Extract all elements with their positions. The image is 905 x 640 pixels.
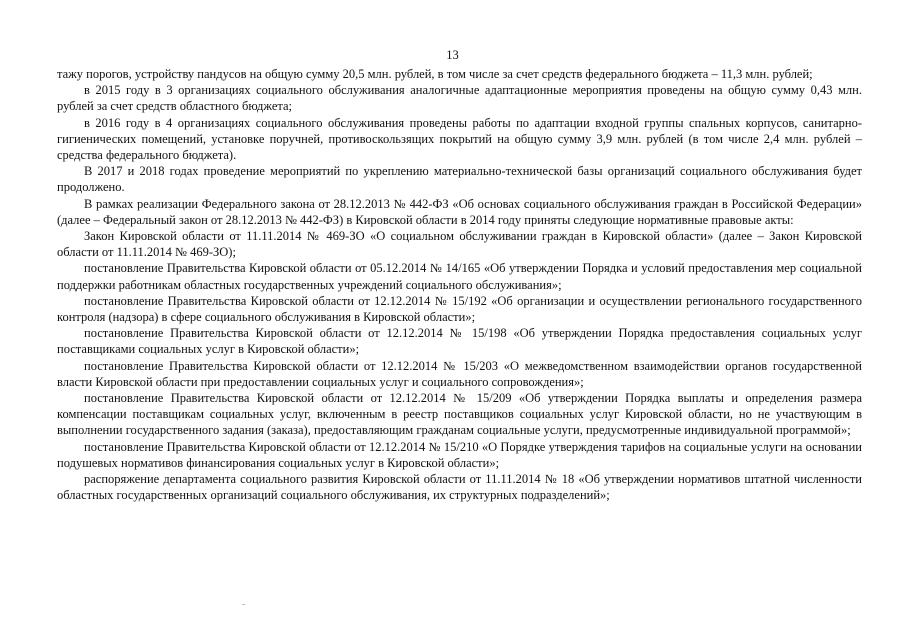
paragraph: В 2017 и 2018 годах проведение мероприятий по укреплению материально-технической базы организаций социального обслуживания будет продолжено. xyxy=(57,164,862,195)
paragraph: В рамках реализации Федерального закона от 28.12.2013 № 442-ФЗ «Об основах социального обслуживания граждан в Российской Федерации» (далее – Федеральный закон от 28.12.2013 № 442-ФЗ) в Кировской области в 2014 году приняты следующие нормативные правовые акты: xyxy=(57,196,862,227)
page-number: 13 xyxy=(446,48,459,62)
paragraph: постановление Правительства Кировской области от 12.12.2014 № 15/198 «Об утверждении Порядка предоставления социальных услуг поставщиками социальных услуг в Кировской области»; xyxy=(57,326,862,357)
paragraph: тажу порогов, устройству пандусов на общую сумму 20,5 млн. рублей, в том числе за счет средств федерального бюджета – 11,3 млн. рублей; xyxy=(57,67,813,81)
paragraph: в 2016 году в 4 организациях социального обслуживания проведены работы по адаптации входной группы спальных корпусов, санитарно-гигиенических помещений, установке поручней, противоскользящих покрытий на общую сумму 3,9 млн. рублей (в том числе 2,4 млн. рублей – средства федерального бюджета). xyxy=(57,115,862,163)
paragraph: распоряжение департамента социального развития Кировской области от 11.11.2014 № 18 «Об утверждении нормативов штатной численности областных государственных организаций социального обслуживания, их структурных подразделений»; xyxy=(57,472,862,503)
document-body xyxy=(57,66,862,503)
paragraph: Закон Кировской области от 11.11.2014 № 469-ЗО «О социальном обслуживании граждан в Кировской области» (далее – Закон Кировской области от 11.11.2014 № 469-ЗО); xyxy=(57,229,862,260)
paragraph: постановление Правительства Кировской области от 12.12.2014 № 15/192 «Об организации и осуществлении регионального государственного контроля (надзора) в сфере социального обслуживания в Кировской области»; xyxy=(57,293,862,325)
paragraph: постановление Правительства Кировской области от 12.12.2014 № 15/210 «О Порядке утверждения тарифов на социальные услуги на основании подушевых нормативов финансирования социальных услуг в Кировской области»; xyxy=(57,439,862,470)
paragraph: постановление Правительства Кировской области от 12.12.2014 № 15/203 «О межведомственном взаимодействии органов государственной власти Кировской области при предоставлении социальных услуг и социального сопровождения»; xyxy=(57,358,862,389)
paragraph: в 2015 году в 3 организациях социального обслуживания аналогичные адаптационные мероприятия проведены на общую сумму 0,43 млн. рублей за счет средств областного бюджета; xyxy=(57,83,862,114)
scan-speck xyxy=(242,604,245,605)
paragraph: постановление Правительства Кировской области от 12.12.2014 № 15/209 «Об утверждении Порядка выплаты и определения размера компенсации поставщикам социальных услуг, включенным в реестр поставщиков социальных услуг Кировской области, но не участвующим в выполнении государственного задания (заказа), предоставляющим гражданам социальные услуги, предусмотренные индивидуальной программой»; xyxy=(57,391,862,438)
paragraph: постановление Правительства Кировской области от 05.12.2014 № 14/165 «Об утверждении Порядка и условий предоставления мер социальной поддержки работникам областных государственных учреждений социального обслуживания»; xyxy=(57,261,862,292)
